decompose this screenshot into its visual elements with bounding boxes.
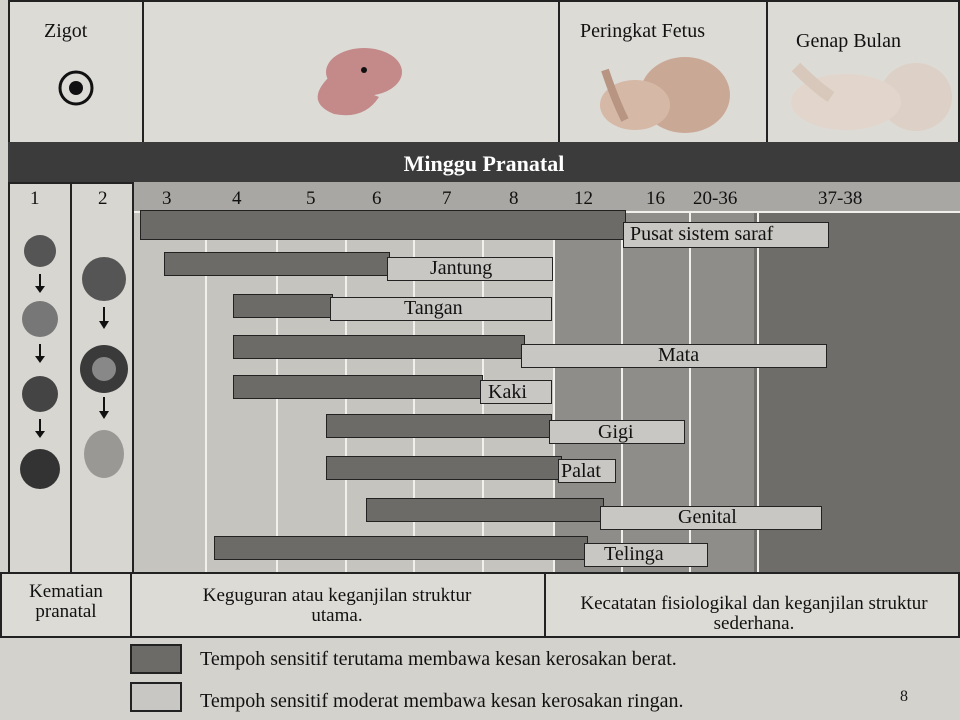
week-label-20-36: 20-36 (693, 188, 738, 209)
organ-label-ears: Telinga (604, 543, 664, 565)
stage-zygote-label: Zigot (44, 20, 88, 42)
week-label-2: 2 (98, 188, 108, 209)
page-number: 8 (900, 688, 908, 705)
week-label-3: 3 (162, 188, 172, 209)
blastocyst-icons (72, 249, 132, 509)
zygote-icon (56, 68, 96, 108)
header-prenatal-weeks: Minggu Pranatal (8, 142, 960, 182)
outcome-prenatal-death: Kematian pranatal (29, 581, 103, 622)
stage-fetal-cell (558, 0, 768, 145)
week-label-8: 8 (509, 188, 519, 209)
outcome-major-abnormalities: Keguguran atau keganjilan struktur utama. (202, 585, 472, 626)
organ-label-genitals: Genital (678, 506, 737, 528)
legend-dark-swatch (130, 644, 182, 674)
week-label-4: 4 (232, 188, 242, 209)
week-label-1: 1 (30, 188, 40, 209)
week-label-7: 7 (442, 188, 452, 209)
embryo-icon (284, 42, 414, 122)
organ-label-palate: Palat (561, 460, 601, 482)
week-2-column (70, 182, 134, 574)
week-1-column (8, 182, 72, 574)
stage-full-term-label: Genap Bulan (796, 30, 901, 52)
week-label-5: 5 (306, 188, 316, 209)
full-term-baby-icon (776, 57, 956, 137)
week-label-12: 12 (574, 188, 593, 209)
organ-label-legs: Kaki (488, 381, 527, 403)
organ-label-teeth: Gigi (598, 421, 634, 443)
fetus-icon (585, 50, 735, 140)
outcome-right-cell (544, 572, 960, 638)
week-label-16: 16 (646, 188, 665, 209)
outcome-minor-defects: Kecatatan fisiologikal dan keganjilan struktur sederhana. (580, 593, 928, 634)
organ-label-eyes: Mata (658, 344, 700, 366)
organ-label-central-nervous-system: Pusat sistem saraf (630, 223, 774, 245)
organ-label-hands: Tangan (404, 297, 463, 319)
stage-embryo-cell (142, 0, 560, 145)
organ-label-heart: Jantung (430, 257, 493, 279)
legend-light-text: Tempoh sensitif moderat membawa kesan kerosakan ringan. (200, 690, 684, 712)
legend-light-swatch (130, 682, 182, 712)
outcome-left-cell (0, 572, 132, 638)
stage-zygote-cell (8, 0, 144, 145)
week-label-6: 6 (372, 188, 382, 209)
early-cell-division-icons (10, 229, 70, 529)
legend-dark-text: Tempoh sensitif terutama membawa kesan kerosakan berat. (200, 648, 677, 670)
stage-full-term-cell (766, 0, 960, 145)
outcome-middle-cell (130, 572, 546, 638)
stage-fetal-label: Peringkat Fetus (580, 20, 705, 42)
week-label-37-38: 37-38 (818, 188, 863, 209)
